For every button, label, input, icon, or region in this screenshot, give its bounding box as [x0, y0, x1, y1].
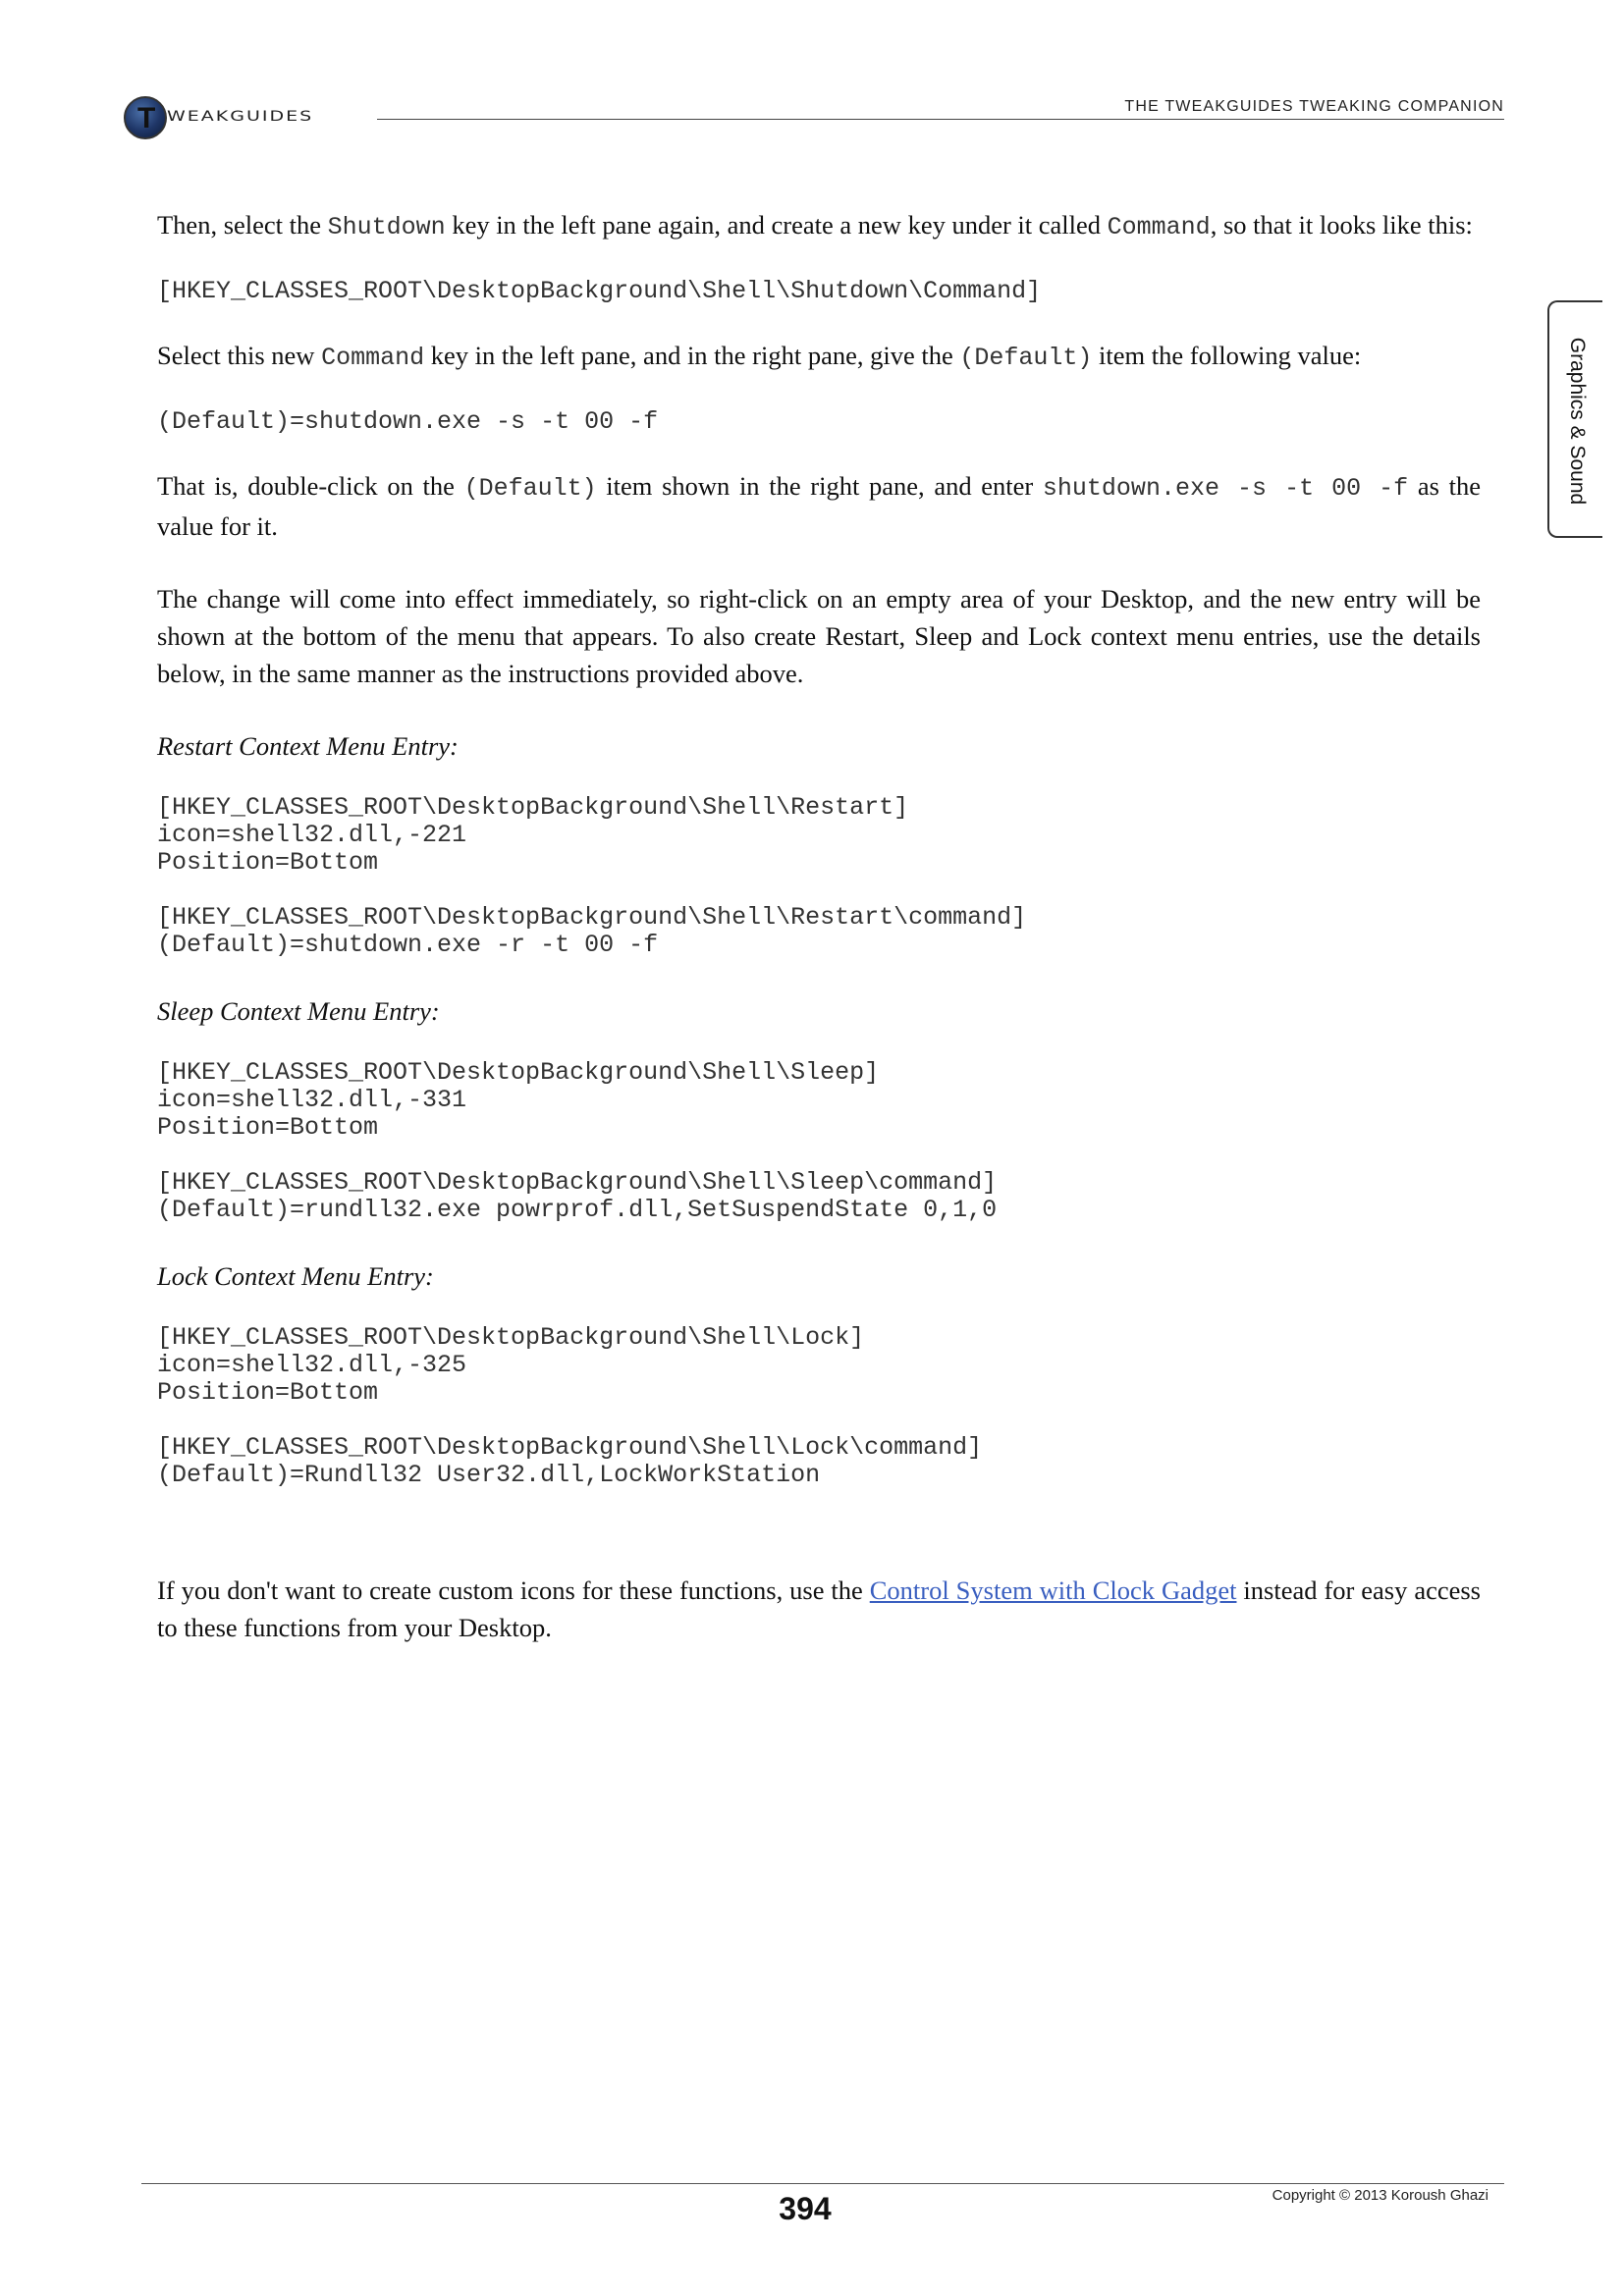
paragraph-clock-gadget [157, 1572, 1481, 1646]
inline-code: Command [321, 344, 425, 372]
inline-code: (Default) [463, 474, 597, 503]
code-block-restart-command: [HKEY_CLASSES_ROOT\DesktopBackground\Shell\Restart\command] (Default)=shutdown.exe -r -t 00 -f [157, 903, 1027, 959]
code-block-sleep-key: [HKEY_CLASSES_ROOT\DesktopBackground\Shell\Sleep] icon=shell32.dll,-331 Position=Bottom [157, 1058, 880, 1142]
lock-heading: Lock Context Menu Entry: [157, 1261, 434, 1291]
text-run: If you don't want to create custom icons for these functions, use the [157, 1575, 870, 1605]
code-block-lock-command: [HKEY_CLASSES_ROOT\DesktopBackground\Shell\Lock\command] (Default)=Rundll32 User32.dll,LockWorkStation [157, 1433, 983, 1489]
text-run: That is, double-click on the [157, 471, 464, 501]
code-block-lock-key: [HKEY_CLASSES_ROOT\DesktopBackground\Shell\Lock] icon=shell32.dll,-325 Position=Bottom [157, 1323, 865, 1407]
text-run: key in the left pane, and in the right pane, give the [424, 341, 960, 370]
copyright-notice: Copyright © 2013 Koroush Ghazi [1272, 2187, 1489, 2204]
text-run: as the value for it. [157, 471, 1482, 541]
text-run: instead for easy access to these functions from your Desktop. [157, 1575, 1481, 1642]
logo-emblem-icon [124, 96, 167, 139]
text-run: item the following value: [1092, 341, 1362, 370]
text-run: key in the left pane again, and create a new key under it called [445, 210, 1108, 240]
main-content [157, 206, 1481, 1646]
logo-text: WEAKGUIDES [167, 108, 314, 125]
paragraph-select-command [157, 337, 1481, 377]
text-run: item shown in the right pane, and enter [596, 471, 1043, 501]
header-title: THE TWEAKGUIDES TWEAKING COMPANION [1124, 98, 1504, 115]
code-block-default-value: (Default)=shutdown.exe -s -t 00 -f [157, 407, 659, 436]
inline-code: Command [1107, 213, 1211, 241]
paragraph-change-effect: The change will come into effect immediately, so right-click on an empty area of your Desktop, and the new entry will be shown at the bottom of the menu that appears. To also create Restart, Sleep and Lock context menu entries, use the details below, in the same manner as the instructions provided above. [157, 584, 1481, 688]
text-run: , so that it looks like this: [1210, 210, 1473, 240]
code-block-shutdown-command: [HKEY_CLASSES_ROOT\DesktopBackground\Shell\Shutdown\Command] [157, 277, 1042, 305]
code-block-restart-key: [HKEY_CLASSES_ROOT\DesktopBackground\Shell\Restart] icon=shell32.dll,-221 Position=Bottom [157, 793, 909, 877]
section-side-tab-label: Graphics & Sound [1566, 337, 1589, 506]
footer-divider [141, 2183, 1504, 2184]
code-block-sleep-command: [HKEY_CLASSES_ROOT\DesktopBackground\Shell\Sleep\command] (Default)=rundll32.exe powrprof.dll,SetSuspendState 0,1,0 [157, 1168, 998, 1224]
paragraph-select-shutdown [157, 206, 1481, 246]
text-run: Then, select the [157, 210, 328, 240]
paragraph-double-click [157, 467, 1481, 545]
inline-code: (Default) [959, 344, 1093, 372]
page-number: 394 [779, 2191, 832, 2226]
inline-code: Shutdown [327, 213, 446, 241]
control-system-clock-gadget-link[interactable]: Control System with Clock Gadget [869, 1575, 1237, 1605]
restart-heading: Restart Context Menu Entry: [157, 731, 459, 761]
sleep-heading: Sleep Context Menu Entry: [157, 996, 440, 1026]
inline-code: shutdown.exe -s -t 00 -f [1042, 474, 1409, 503]
text-run: Select this new [157, 341, 322, 370]
header-divider [377, 119, 1504, 120]
tweakguides-logo [124, 96, 359, 141]
section-side-tab [1547, 300, 1602, 538]
